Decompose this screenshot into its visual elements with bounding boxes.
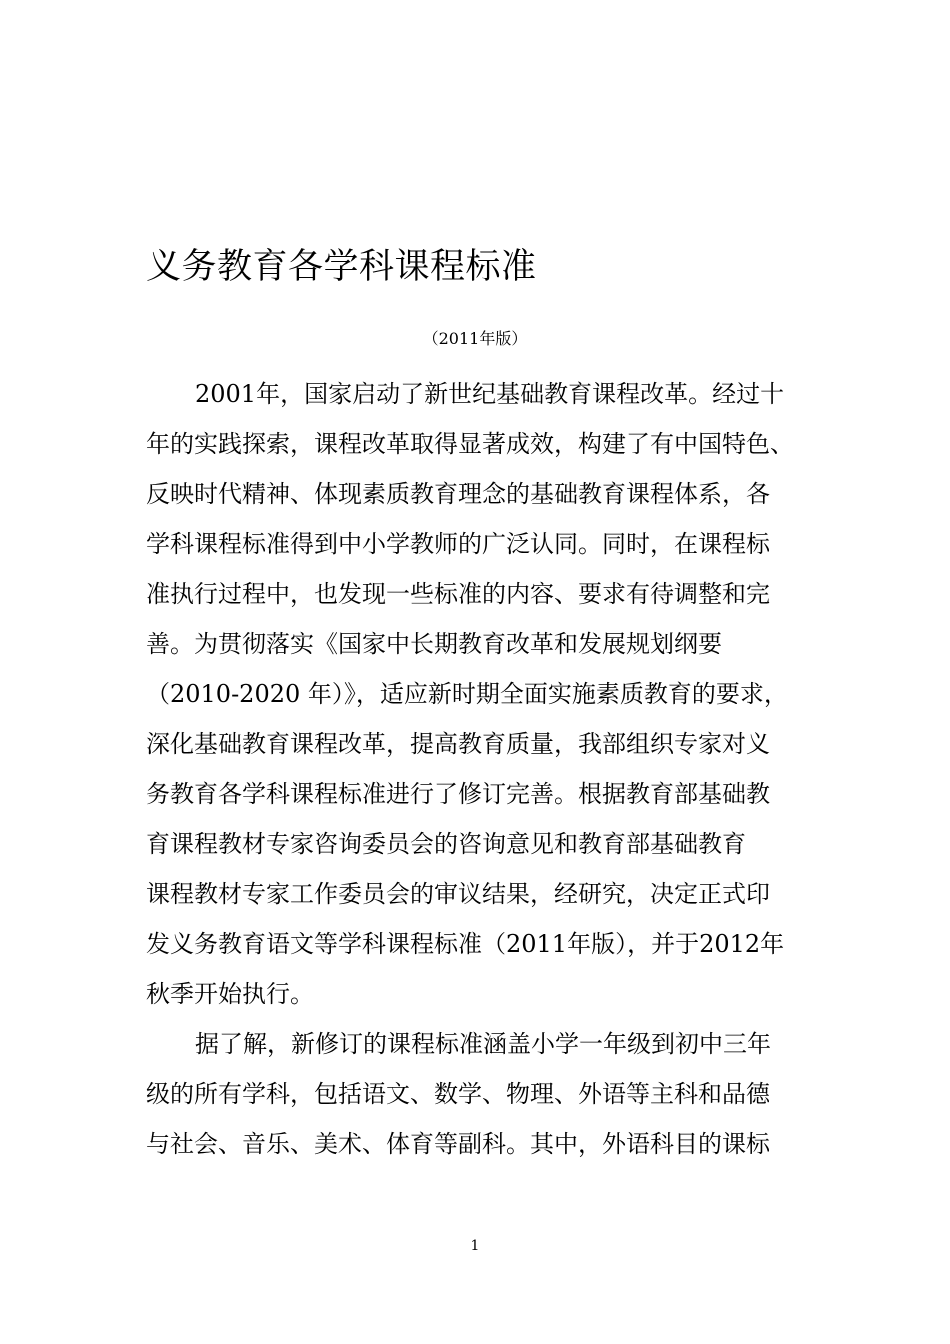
paragraph-2-line-1: 据了解，新修订的课程标准涵盖小学一年级到初中三年 [195, 1030, 771, 1058]
paragraph-1-line-10: 育课程教材专家咨询委员会的咨询意见和教育部基础教育 [146, 830, 746, 858]
paragraph-1-line-4: 学科课程标准得到中小学教师的广泛认同。同时，在课程标 [146, 530, 770, 558]
document-title: 义务教育各学科课程标准 [146, 247, 537, 287]
document-subtitle: （2011年版） [422, 329, 528, 348]
paragraph-1-line-9: 务教育各学科课程标准进行了修订完善。根据教育部基础教 [146, 780, 770, 808]
paragraph-1-line-7: （2010-2020 年）》，适应新时期全面实施素质教育的要求， [146, 680, 788, 708]
paragraph-1-line-2: 年的实践探索，课程改革取得显著成效，构建了有中国特色、 [146, 430, 794, 458]
paragraph-1-line-6: 善。为贯彻落实《国家中长期教育改革和发展规划纲要 [146, 630, 722, 658]
page-number: 1 [470, 1238, 480, 1254]
paragraph-1-line-3: 反映时代精神、体现素质教育理念的基础教育课程体系，各 [146, 480, 770, 508]
paragraph-1-line-13: 秋季开始执行。 [146, 980, 314, 1008]
paragraph-2-line-2: 级的所有学科，包括语文、数学、物理、外语等主科和品德 [146, 1080, 770, 1108]
paragraph-1-line-8: 深化基础教育课程改革，提高教育质量，我部组织专家对义 [146, 730, 770, 758]
paragraph-1-line-11: 课程教材专家工作委员会的审议结果，经研究，决定正式印 [146, 880, 770, 908]
paragraph-1-line-5: 准执行过程中，也发现一些标准的内容、要求有待调整和完 [146, 580, 770, 608]
paragraph-1-line-12: 发义务教育语文等学科课程标准（2011年版），并于2012年 [146, 930, 785, 958]
paragraph-1-line-1: 2001年，国家启动了新世纪基础教育课程改革。经过十 [195, 380, 785, 408]
paragraph-2-line-3: 与社会、音乐、美术、体育等副科。其中，外语科目的课标 [146, 1130, 770, 1158]
